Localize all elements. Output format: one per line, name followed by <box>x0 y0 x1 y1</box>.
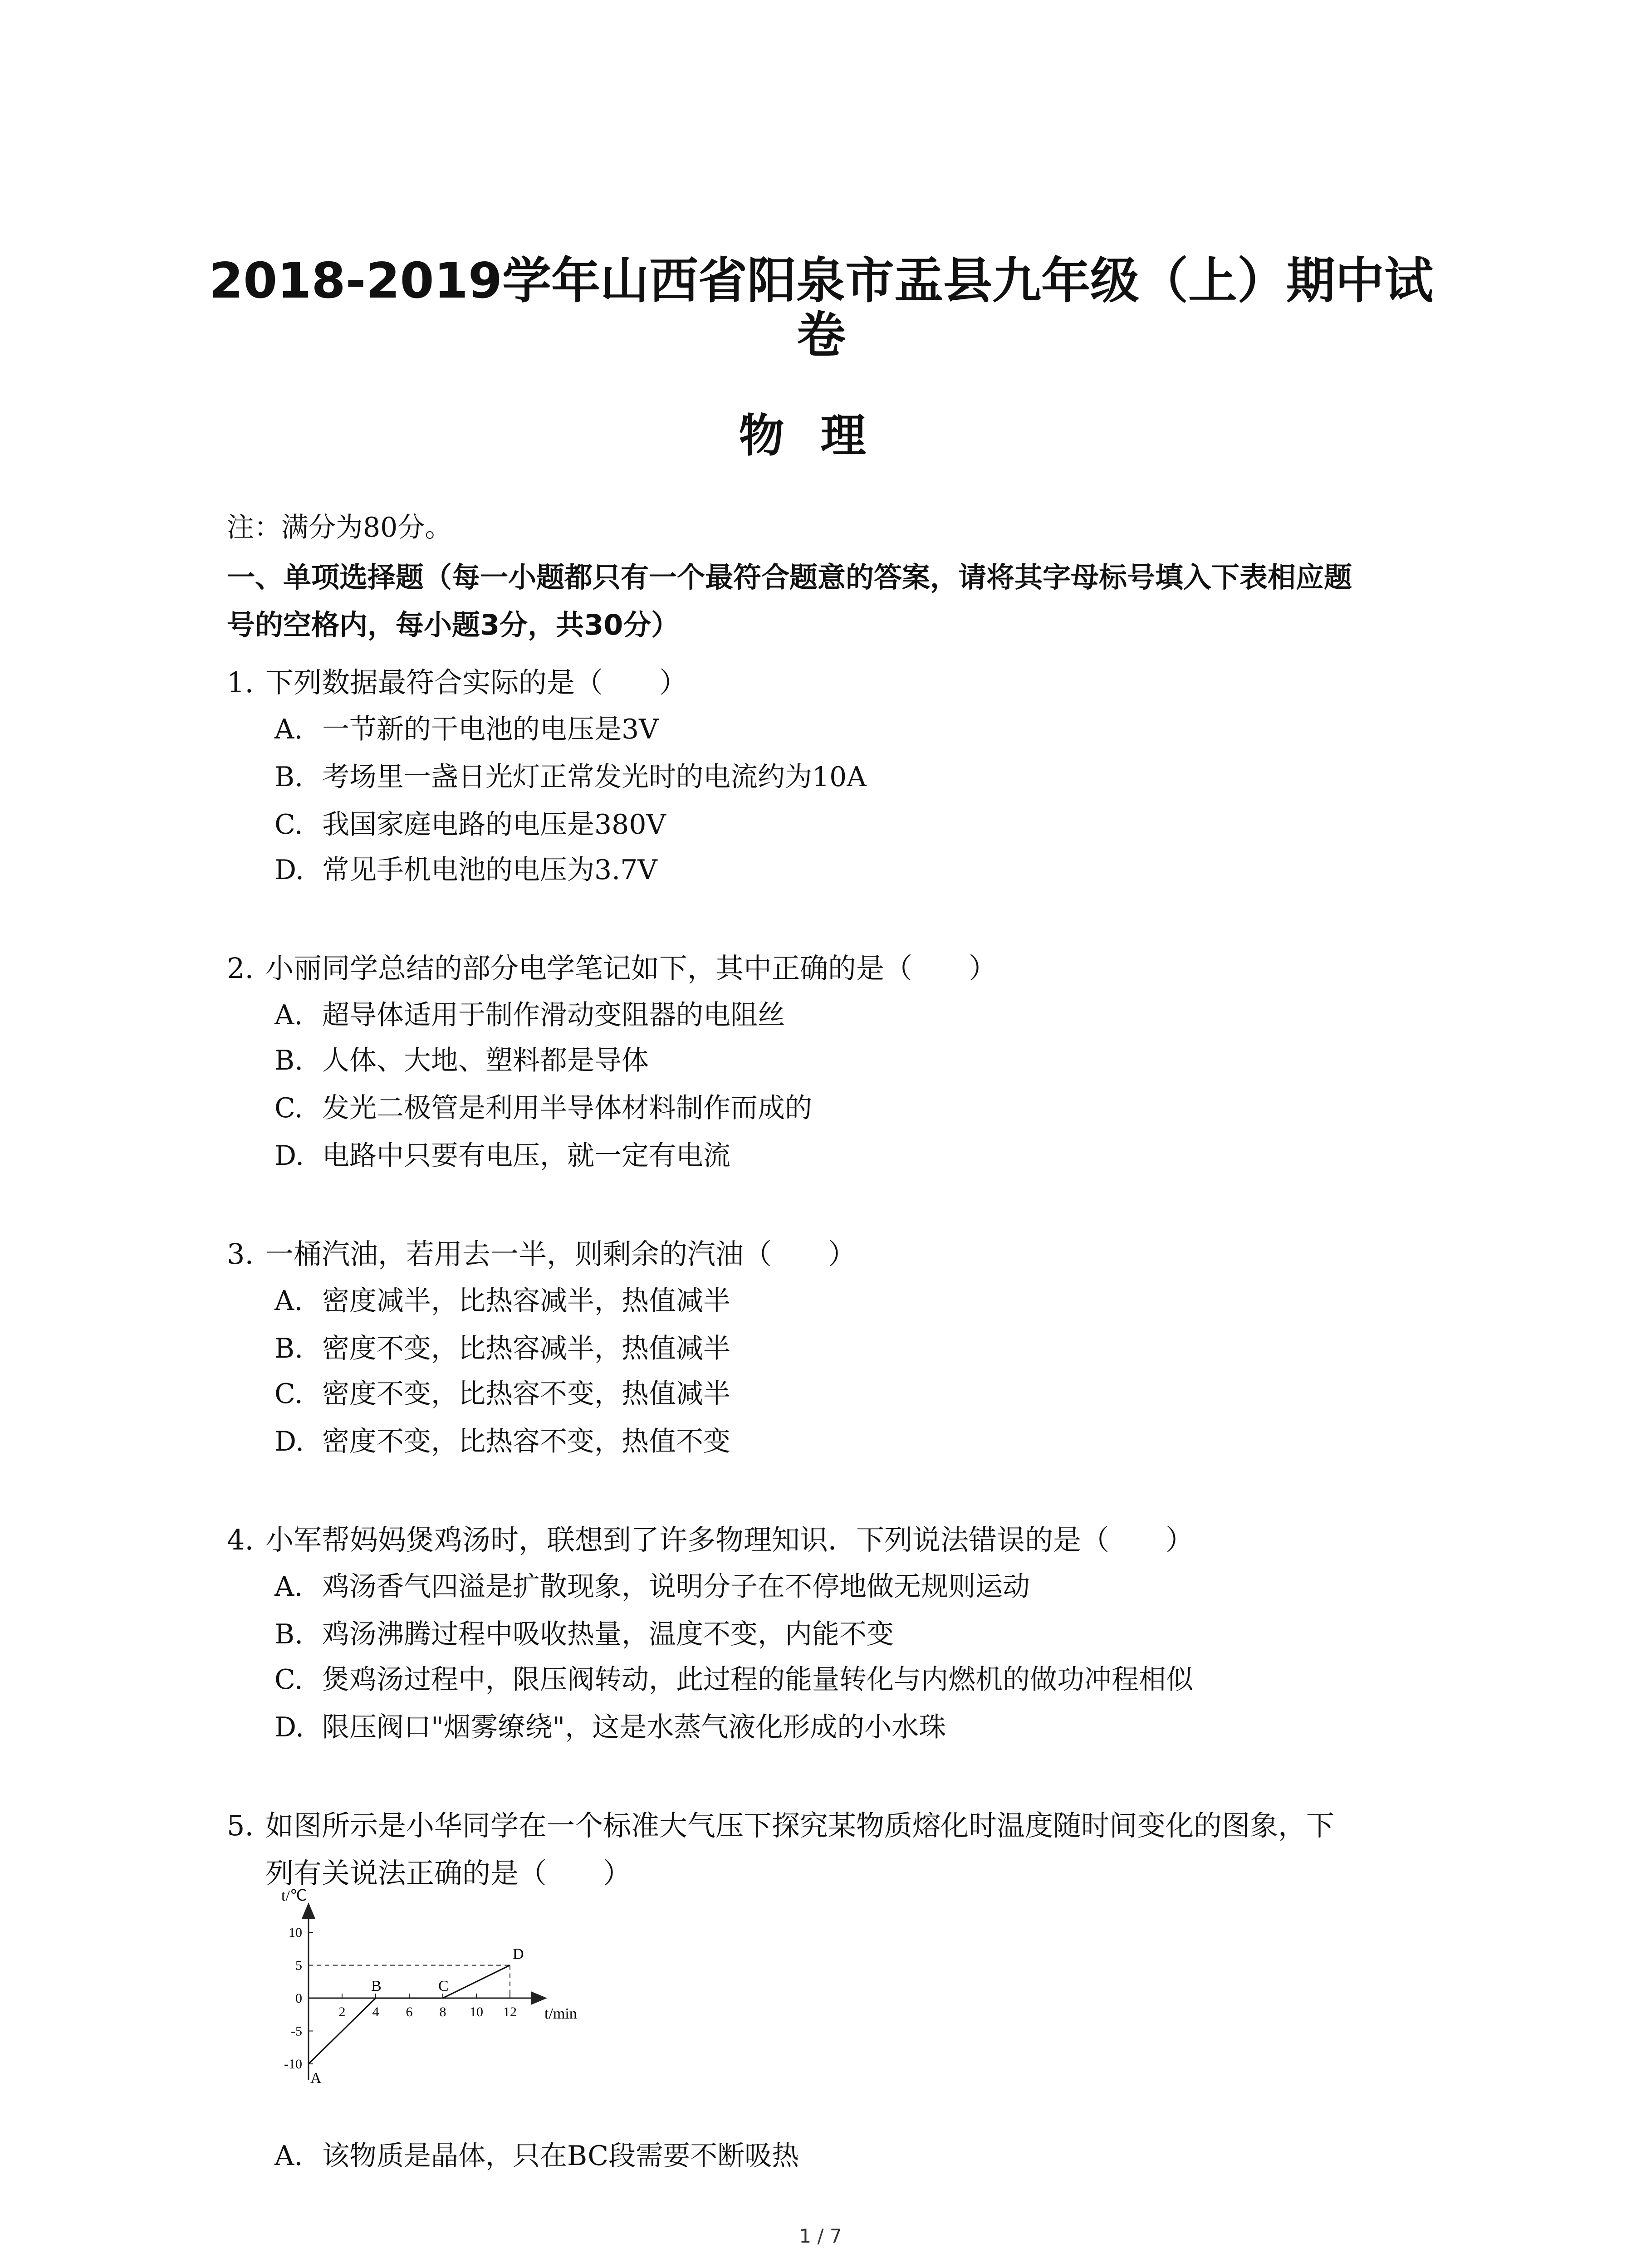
option-text: 鸡汤沸腾过程中吸收热量，温度不变，内能不变 <box>322 1618 894 1650</box>
x-tick-label: 8 <box>439 2004 446 2019</box>
question-number: 2. <box>227 952 254 985</box>
x-axis-label: t/min <box>544 2005 577 2022</box>
x-tick-label: 4 <box>372 2004 379 2019</box>
question-3 <box>227 1232 856 1272</box>
section-heading-line2: 号的空格内，每小题3分，共30分） <box>227 608 680 641</box>
option-text: 煲鸡汤过程中，限压阀转动，此过程的能量转化与内燃机的做功冲程相似 <box>322 1664 1193 1696</box>
option-2b <box>274 1039 649 1078</box>
option-text: 发光二极管是利用半导体材料制作而成的 <box>322 1092 812 1124</box>
y-tick-label: -5 <box>291 2024 302 2039</box>
section-heading-line1: 一、单项选择题（每一小题都只有一个最符合题意的答案，请将其字母标号填入下表相应题 <box>227 561 1352 594</box>
question-text: 下列数据最符合实际的是（ ） <box>265 666 688 699</box>
option-letter: B. <box>274 1045 304 1076</box>
option-letter: A. <box>274 714 303 745</box>
option-4b <box>274 1613 894 1652</box>
option-letter: C. <box>274 1664 303 1696</box>
question-text: 小丽同学总结的部分电学笔记如下，其中正确的是（ ） <box>265 952 997 985</box>
question-1 <box>227 660 687 700</box>
option-1b <box>274 755 867 794</box>
option-text: 该物质是晶体，只在BC段需要不断吸热 <box>322 2140 799 2172</box>
option-text: 鸡汤香气四溢是扩散现象，说明分子在不停地做无规则运动 <box>322 1571 1030 1603</box>
option-5a <box>274 2134 799 2173</box>
option-letter: D. <box>274 1711 304 1743</box>
paper-title-line2: 卷 <box>796 307 846 364</box>
question-4 <box>227 1517 1194 1558</box>
paper-title-line1: 2018-2019学年山西省阳泉市盂县九年级（上）期中试 <box>209 253 1433 309</box>
option-letter: D. <box>274 1140 304 1172</box>
option-letter: C. <box>274 1092 303 1124</box>
guide-layer <box>309 1965 510 1999</box>
option-text: 人体、大地、塑料都是导体 <box>322 1045 649 1076</box>
question-5 <box>227 1803 1334 1843</box>
option-text: 一节新的干电池的电压是3V <box>322 714 659 745</box>
temperature-time-chart <box>254 1887 599 2096</box>
segment-CD <box>443 1965 510 1999</box>
option-text: 常见手机电池的电压为3.7V <box>322 854 657 886</box>
option-2a <box>274 993 785 1032</box>
option-2c <box>274 1086 812 1125</box>
question-number: 5. <box>227 1809 254 1842</box>
x-tick-label: 10 <box>470 2004 483 2019</box>
option-letter: A. <box>274 999 303 1031</box>
y-tick-label: 10 <box>289 1925 302 1940</box>
page-number: 1 / 7 <box>799 2225 842 2247</box>
option-letter: C. <box>274 809 303 841</box>
option-letter: A. <box>274 2140 303 2172</box>
option-text: 我国家庭电路的电压是380V <box>322 809 666 841</box>
question-number: 4. <box>227 1523 254 1556</box>
y-axis-label: t/℃ <box>281 1887 308 1904</box>
question-text-continued: 列有关说法正确的是（ ） <box>265 1857 632 1890</box>
option-letter: B. <box>274 1333 304 1364</box>
option-4d <box>274 1706 946 1745</box>
question-text: 一桶汽油，若用去一半，则剩余的汽油（ ） <box>265 1237 857 1271</box>
option-2d <box>274 1134 730 1173</box>
question-number: 1. <box>227 666 254 699</box>
option-4a <box>274 1565 1030 1604</box>
option-letter: B. <box>274 1618 304 1650</box>
option-text: 密度不变，比热容不变，热值减半 <box>322 1378 730 1410</box>
x-tick-label: 6 <box>406 2004 413 2019</box>
question-text: 如图所示是小华同学在一个标准大气压下探究某物质熔化时温度随时间变化的图象，下 <box>265 1809 1335 1842</box>
option-1d <box>274 848 657 887</box>
question-2 <box>227 946 997 986</box>
subject-title: 物理 <box>739 409 902 462</box>
point-label-C: C <box>438 1978 449 1994</box>
option-text: 密度不变，比热容减半，热值减半 <box>322 1333 730 1364</box>
option-letter: B. <box>274 761 304 793</box>
option-3d <box>274 1420 730 1459</box>
option-letter: A. <box>274 1285 303 1317</box>
x-tick-label: 12 <box>503 2004 517 2019</box>
option-1c <box>274 803 666 842</box>
option-letter: D. <box>274 854 304 886</box>
x-tick-label: 2 <box>338 2004 346 2019</box>
question-5-continued <box>265 1851 631 1891</box>
option-3c <box>274 1372 730 1411</box>
option-letter: C. <box>274 1378 303 1410</box>
option-3a <box>274 1279 730 1318</box>
point-label-A: A <box>310 2070 322 2087</box>
point-label-D: D <box>513 1945 524 1963</box>
option-text: 电路中只要有电压，就一定有电流 <box>322 1140 730 1172</box>
question-number: 3. <box>227 1237 254 1271</box>
y-tick-label: -10 <box>284 2057 302 2072</box>
point-label-B: B <box>371 1978 382 1994</box>
option-letter: D. <box>274 1426 304 1457</box>
option-text: 超导体适用于制作滑动变阻器的电阻丝 <box>322 999 785 1031</box>
y-tick-label: 0 <box>295 1991 302 2006</box>
option-text: 考场里一盏日光灯正常发光时的电流约为10A <box>322 761 867 793</box>
score-note: 注：满分为80分。 <box>227 512 452 543</box>
option-text: 限压阀口"烟雾缭绕"，这是水蒸气液化形成的小水珠 <box>322 1711 946 1743</box>
option-text: 密度减半，比热容减半，热值减半 <box>322 1285 730 1317</box>
option-text: 密度不变，比热容不变，热值不变 <box>322 1426 730 1457</box>
option-1a <box>274 708 659 747</box>
option-letter: A. <box>274 1571 303 1603</box>
section-heading <box>227 553 1461 649</box>
option-3b <box>274 1327 730 1366</box>
option-4c <box>274 1658 1193 1697</box>
y-tick-label: 5 <box>295 1958 302 1973</box>
question-text: 小军帮妈妈煲鸡汤时，联想到了许多物理知识．下列说法错误的是（ ） <box>265 1523 1194 1556</box>
